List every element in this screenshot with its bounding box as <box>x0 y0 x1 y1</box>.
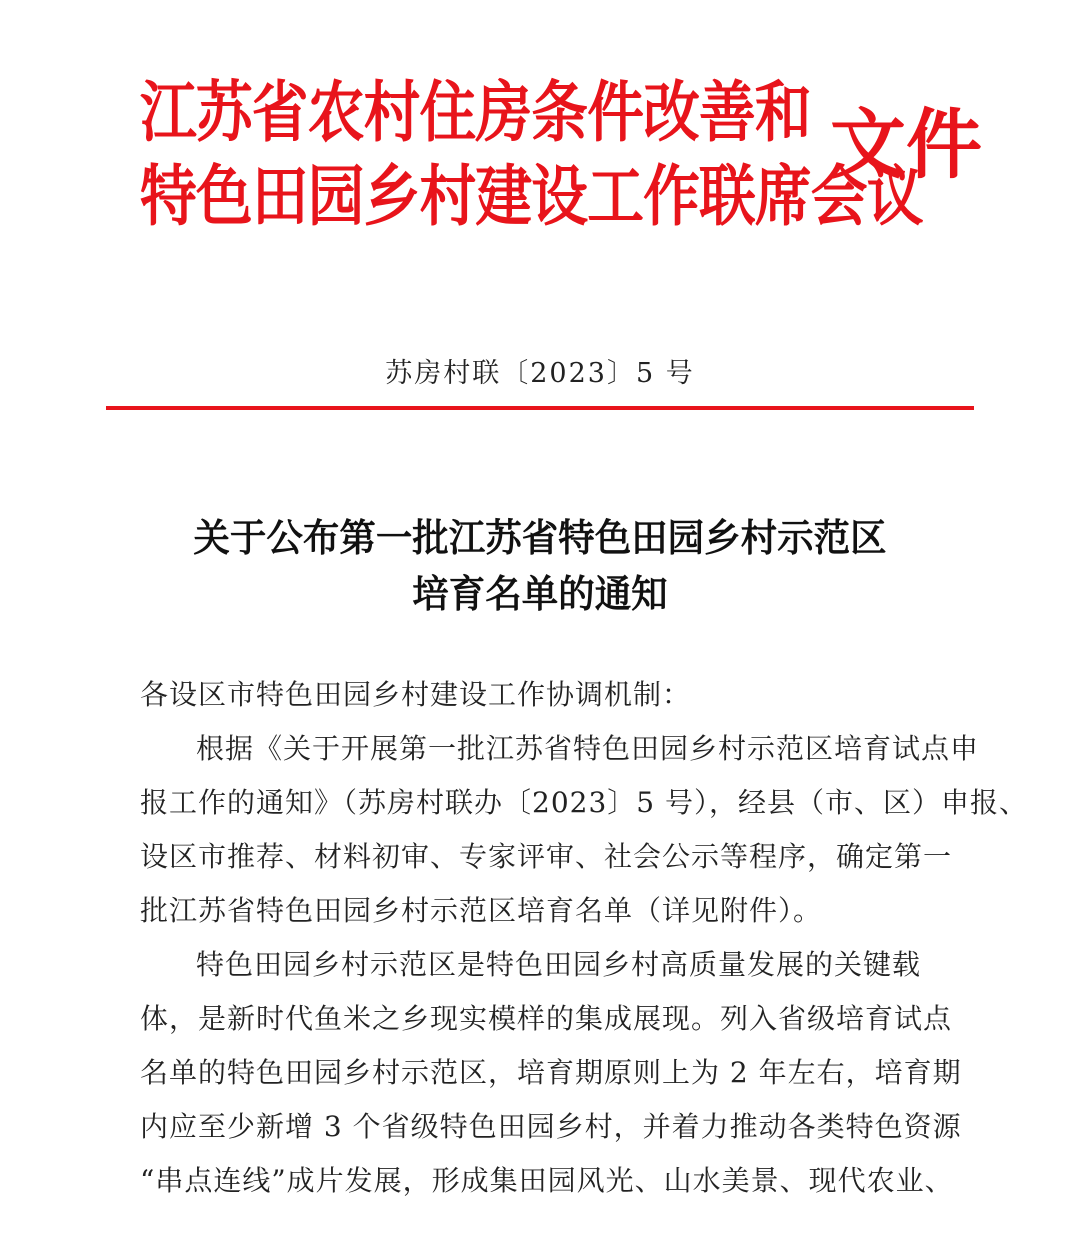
body-line: 体，是新时代鱼米之乡现实模样的集成展现。列入省级培育试点 <box>140 1002 953 1035</box>
header-line-2: 特色田园乡村建设工作联席会议 <box>140 157 923 235</box>
salutation: 各设区市特色田园乡村建设工作协调机制： <box>140 678 692 711</box>
header-line-1: 江苏省农村住房条件改善和 <box>140 73 811 151</box>
document-body <box>140 668 1028 1208</box>
body-line: 特色田园乡村示范区是特色田园乡村高质量发展的关键载 <box>196 948 922 981</box>
issuing-authority-header <box>140 70 980 240</box>
body-line: 报工作的通知》（苏房村联办〔2023〕5 号），经县（市、区）申报、 <box>140 786 1028 819</box>
body-line: “串点连线”成片发展，形成集田园风光、山水美景、现代农业、 <box>140 1164 954 1197</box>
body-line: 设区市推荐、材料初审、专家评审、社会公示等程序，确定第一 <box>140 840 953 873</box>
body-line: 名单的特色田园乡村示范区，培育期原则上为 2 年左右，培育期 <box>140 1056 962 1089</box>
body-line: 根据《关于开展第一批江苏省特色田园乡村示范区培育试点申 <box>196 732 980 765</box>
document-title <box>0 510 1080 622</box>
header-document-word: 文件 <box>830 100 982 189</box>
title-line-2: 培育名单的通知 <box>412 571 668 616</box>
document-number: 苏房村联〔2023〕5 号 <box>385 358 695 389</box>
body-line: 批江苏省特色田园乡村示范区培育名单（详见附件）。 <box>140 894 823 927</box>
title-line-1: 关于公布第一批江苏省特色田园乡村示范区 <box>193 515 887 560</box>
body-line: 内应至少新增 3 个省级特色田园乡村，并着力推动各类特色资源 <box>140 1110 962 1143</box>
red-divider-line <box>106 406 974 410</box>
